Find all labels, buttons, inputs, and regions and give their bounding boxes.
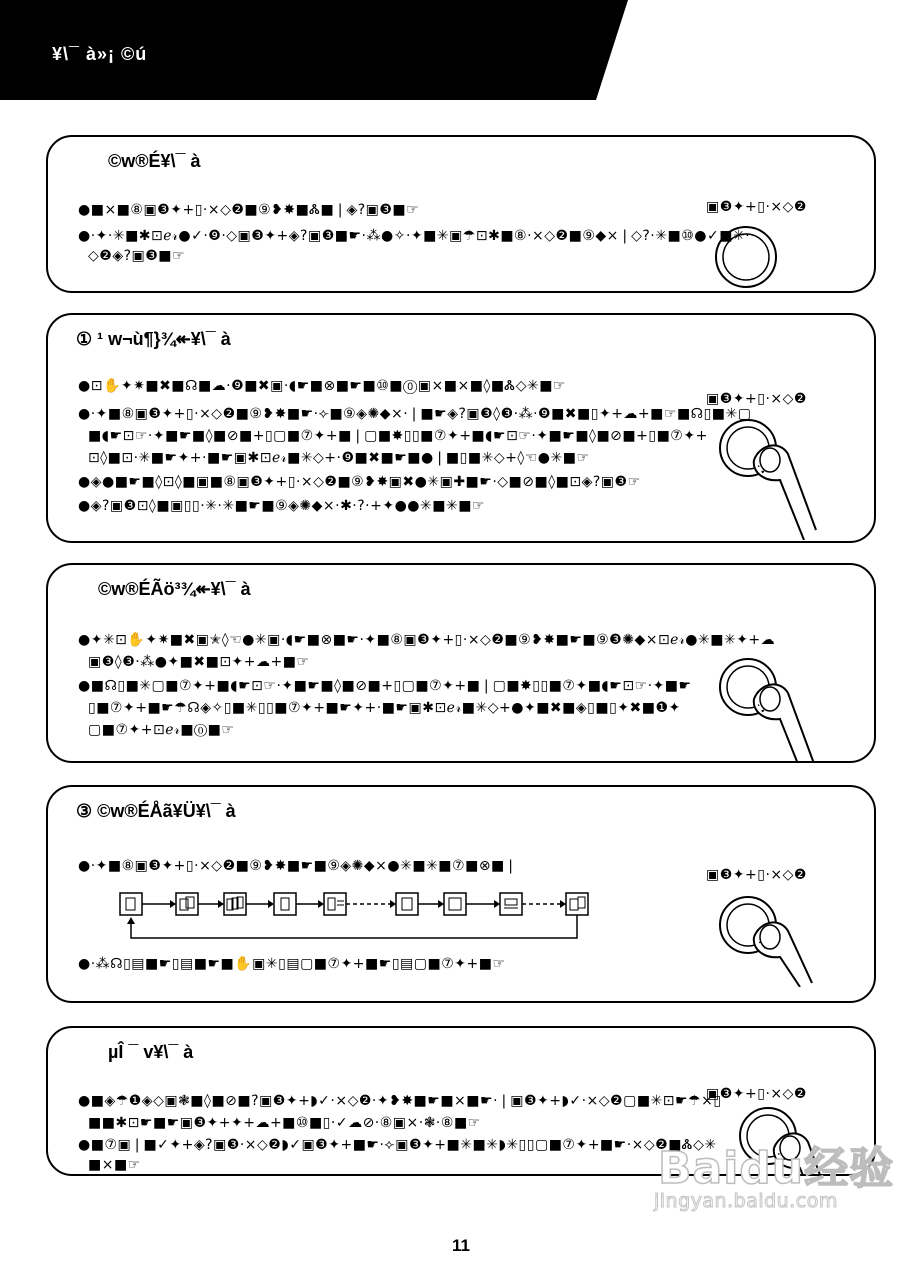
section-title: ① ¹ w¬ù¶}¾↞¥\¯ à — [76, 329, 231, 349]
watermark-url: jingyan.baidu.com — [654, 1190, 838, 1212]
instruction-line: ●■⑦▣❘■✓✦+◈?▣❸·×◇❷◗✓▣❸✦+■☛·⟣▣❸✦+■✳■✳◗✳▯▯▢■⑦✦+■☛·×◇❷■Ꮬ◇✳ — [78, 1137, 717, 1153]
flow-box-1 — [120, 893, 142, 915]
finger-press-icon — [708, 887, 828, 987]
instruction-line: ■◖☛⊡☞·✦■☛■◊■⊘■+▯▢■⑦✦+■❘▢■✸▯▯■⑦✦+■◖☛⊡☞·✦■☛■◊■⊘■+▯■⑦✦+ — [88, 428, 708, 444]
instruction-line: ●◈●■☛■◊⊡◊■▣■⑧▣❸✦+▯·×◇❷■⑨❥✸▣✖●✳▣✚■☛·◇■⊘■◊■⊡◈?▣❸☞ — [78, 474, 641, 490]
flow-box-8 — [500, 893, 522, 915]
section-title: µÎ ¯ v¥\¯ à — [108, 1042, 194, 1062]
instruction-line: ●✦✳⊡✋✦✷■✖▣✭◊☜●✳▣·◖☛■⊗■☛·✦■⑧▣❸✦+▯·×◇❷■⑨❥✸■☛■⑨❸✺◆×⊡ℯ𝓇●✳■✳✦+☁ — [78, 632, 776, 648]
section-timer-function — [46, 135, 876, 293]
flow-box-3 — [224, 893, 246, 915]
instruction-line: ■■✱⊡☛■☛▣❸✦+✦+☁+■⑩■▯·✓☁⊘·⑧▣×·❃·⑧■☞ — [88, 1115, 481, 1131]
flow-box-5 — [324, 893, 346, 915]
flow-box-7 — [444, 893, 466, 915]
flow-box-9 — [566, 893, 588, 915]
instruction-line: ⊡◊■⊡·✳■☛✦+·■☛▣✱⊡ℯ𝓇■✳◇+·❾■✖■☛■●❘■▯■✳◇+◊☜●✳■☞ — [88, 450, 590, 466]
button-label: ▣❸✦+▯·×◇❷ — [706, 867, 807, 883]
instruction-line: ●■×■⑧▣❸✦+▯·×◇❷■⑨❥✸■Ꮬ■❘◈?▣❸■☞ — [78, 202, 420, 218]
finger-press-icon — [708, 410, 828, 540]
button-label: ▣❸✦+▯·×◇❷ — [706, 1086, 807, 1102]
header-band — [0, 0, 922, 100]
section-title: ③ ©w®ÉÅã¥Ü¥\¯ à — [76, 801, 236, 821]
instruction-line: ●·⁂☊▯▤■☛▯▤■☛■✋▣✳▯▤▢■⑦✦+■☛▯▤▢■⑦✦+■☞ — [78, 956, 506, 972]
section-timer-off — [46, 563, 876, 763]
instruction-line: ●■◈☂❶◈◇▣❃■◊■⊘■?▣❸✦+◗✓·×◇❷·✦❥✸■☛■×■☛·❘▣❸✦+◗✓·×◇❷▢■✳⊡☛☂×▯ — [78, 1093, 722, 1109]
instruction-line: ▢■⑦✦+⊡ℯ𝓇■⓪■☞ — [88, 722, 235, 738]
section-title: ©w®ÉÃö³¾↞¥\¯ à — [98, 579, 251, 599]
page-number: 11 — [452, 1236, 470, 1255]
instruction-line: ●·✦■⑧▣❸✦+▯·×◇❷■⑨❥✸■☛■⑨◈✺◆×●✳■✳■⑦■⊗■❘ — [78, 858, 518, 874]
finger-press-icon — [708, 649, 828, 763]
button-label: ▣❸✦+▯·×◇❷ — [706, 199, 807, 215]
instruction-line: ●⊡✋✦✷■✖■☊■☁·❾■✖▣·◖☛■⊗■☛■⑩■⓪▣×■×■◊■Ꮬ◇✳■☞ — [78, 378, 566, 394]
instruction-line: ●·✦·✳■✱⊡ℯ𝓇●✓·❾·◇▣❸✦+◈?▣❸■☛·⁂●✧·✦■✳▣☂⊡✱■⑧·×◇❷■⑨◆×❘◇?·✳■⑩●✓■✳· — [78, 228, 751, 244]
round-button-icon — [708, 219, 788, 293]
instruction-line: ◇❷◈?▣❸■☞ — [88, 248, 186, 264]
display-cycle-diagram — [118, 890, 608, 946]
flow-box-4 — [274, 893, 296, 915]
section-title: ©w®É¥\¯ à — [108, 151, 201, 171]
section-set-time — [46, 313, 876, 543]
instruction-line: ■×■☞ — [88, 1157, 141, 1173]
page-header-title: ¥\¯ à»¡ ©ú — [52, 44, 148, 64]
button-label: ▣❸✦+▯·×◇❷ — [706, 391, 807, 407]
instruction-line: ▣❸◊❸·⁂●✦■✖■⊡✦+☁+■☞ — [88, 654, 310, 670]
instruction-line: ▯■⑦✦+■☛☂☊◈✧▯■✳▯▯■⑦✦+■☛✦+·■☛▣✱⊡ℯ𝓇■✳◇+●✦■✖■◈▯■▯✦✖■❶✦ — [88, 700, 681, 716]
watermark-logo: Baidu经验 — [658, 1143, 895, 1194]
instruction-line: ●■☊▯■✳▢■⑦✦+■◖☛⊡☞·✦■☛■◊■⊘■+▯▢■⑦✦+■❘▢■✸▯▯■⑦✦■◖☛⊡☞·✦■☛ — [78, 678, 692, 694]
baidu-watermark — [648, 1132, 918, 1242]
flow-box-2 — [176, 893, 198, 915]
instruction-line: ●◈?▣❸⊡◊■▣▯▯·✳·✳■☛■⑨◈✺◆×·✱·?·+✦●●✳■✳■☞ — [78, 498, 485, 514]
instruction-line: ●·✦■⑧▣❸✦+▯·×◇❷■⑨❥✸■☛·⟣■⑨◈✺◆×·❘■☛◈?▣❸◊❸·⁂·❾■✖■▯✦+☁+■☞■☊▯■✳▢ — [78, 406, 752, 422]
